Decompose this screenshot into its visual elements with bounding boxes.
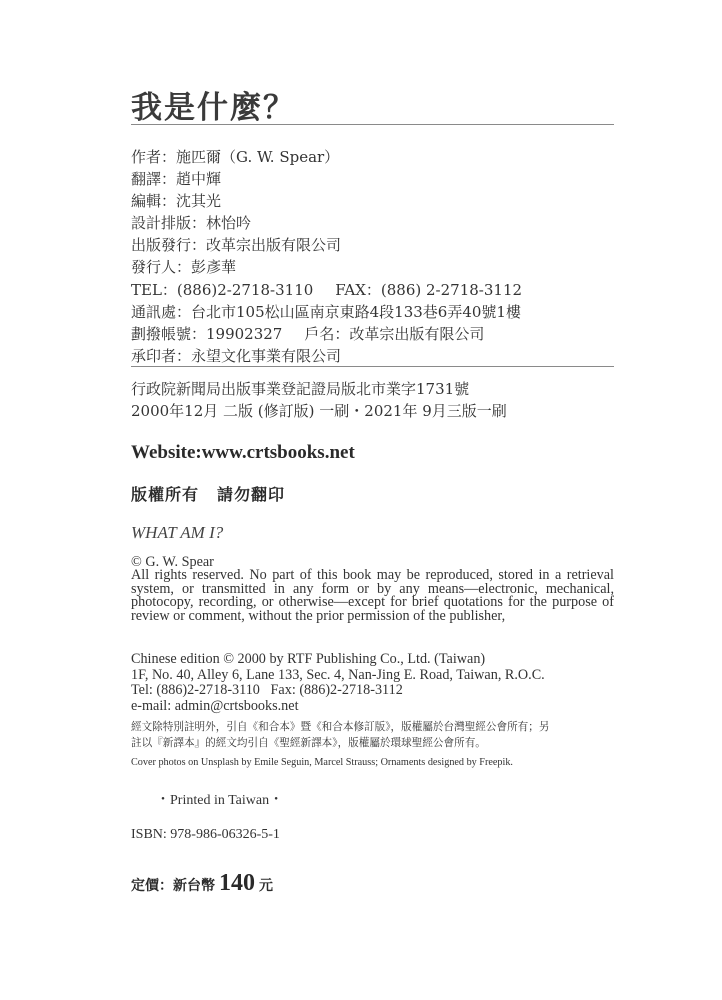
no-reprint: 請勿翻印: [217, 485, 286, 504]
issuer-line: 發行人：彭彥華: [131, 258, 237, 277]
account-name: 戶名：改革宗出版有限公司: [304, 324, 485, 343]
rights-reserved: 版權所有: [131, 485, 200, 504]
chinese-edition-line: Chinese edition © 2000 by RTF Publishing Co., Ltd. (Taiwan): [131, 651, 486, 667]
isbn-text: ISBN: 978-986-06326-5-1: [131, 827, 280, 842]
website-text: Website:www.crtsbooks.net: [131, 442, 355, 463]
rights-statement: All rights reserved. No part of this book may be reproduced, stored in a retrieval system, or transmitted in any form or by any means—electronic, mechanical, photocopy, recording, or otherwise—except for brief quotations for the purpose of review or comment, without the prior permission of the publisher,: [131, 567, 614, 624]
account-number: 劃撥帳號：19902327: [131, 324, 283, 343]
address-en-line: 1F, No. 40, Alley 6, Lane 133, Sec. 4, Nan-Jing E. Road, Taiwan, R.O.C.: [131, 666, 545, 683]
rights-notice: [131, 482, 285, 505]
editions-line: 2000年12月 二版 (修訂版) 一刷・2021年 9月三版一刷: [131, 402, 507, 420]
tel-fax-line: [131, 279, 614, 301]
scripture-note: [131, 720, 621, 751]
publisher-line: 出版發行：改革宗出版有限公司: [131, 236, 342, 255]
book-title: 我是什麼？: [131, 90, 296, 126]
author-line: 作者：施匹爾（G. W. Spear）: [131, 148, 340, 166]
fax-en: Fax: (886)2-2718-3112: [270, 682, 403, 699]
chinese-edition-block: [131, 652, 614, 714]
tel-fax-en-line: [131, 683, 614, 699]
tel-en: Tel: (886)2-2718-3110: [131, 682, 260, 699]
price-unit: 元: [259, 878, 273, 894]
scripture-note-line-2: 註以『新譯本』的經文均引自《聖經新譯本》，版權屬於環球聖經公會所有。: [131, 736, 486, 749]
price-line: [131, 870, 273, 897]
copyright-holder: © G. W. Spear: [131, 554, 214, 570]
price-label: 定價：新台幣: [131, 878, 215, 894]
license-line: 行政院新聞局出版事業登記證局版北市業字1731號: [131, 380, 470, 398]
registration-block: [131, 378, 614, 422]
email-line: e-mail: admin@crtsbooks.net: [131, 697, 299, 714]
editor-line: 編輯：沈其光: [131, 192, 222, 211]
top-divider: [131, 124, 614, 125]
scripture-note-line-1: 經文除特別註明外，引自《和合本》暨《和合本修訂版》，版權屬於台灣聖經公會所有；另: [131, 721, 550, 733]
printed-in-taiwan: ・Printed in Taiwan・: [156, 793, 284, 808]
cover-credit: Cover photos on Unsplash by Emile Seguin, Marcel Strauss; Ornaments designed by Freepik.: [131, 757, 513, 768]
account-line: [131, 323, 614, 345]
copyright-block: [131, 556, 614, 623]
credits-block: [131, 146, 614, 367]
original-title: WHAT AM I?: [131, 523, 224, 542]
middle-divider: [131, 366, 614, 367]
translator-line: 翻譯：趙中輝: [131, 170, 222, 189]
printer-line: 承印者：永望文化事業有限公司: [131, 346, 342, 365]
address-line: 通訊處：台北市105松山區南京東路4段133巷6弄40號1樓: [131, 302, 521, 321]
tel-text: TEL：(886)2-2718-3110: [131, 280, 314, 299]
fax-text: FAX：(886) 2-2718-3112: [335, 280, 523, 299]
designer-line: 設計排版：林怡吟: [131, 214, 252, 233]
price-amount: 140: [219, 870, 255, 896]
